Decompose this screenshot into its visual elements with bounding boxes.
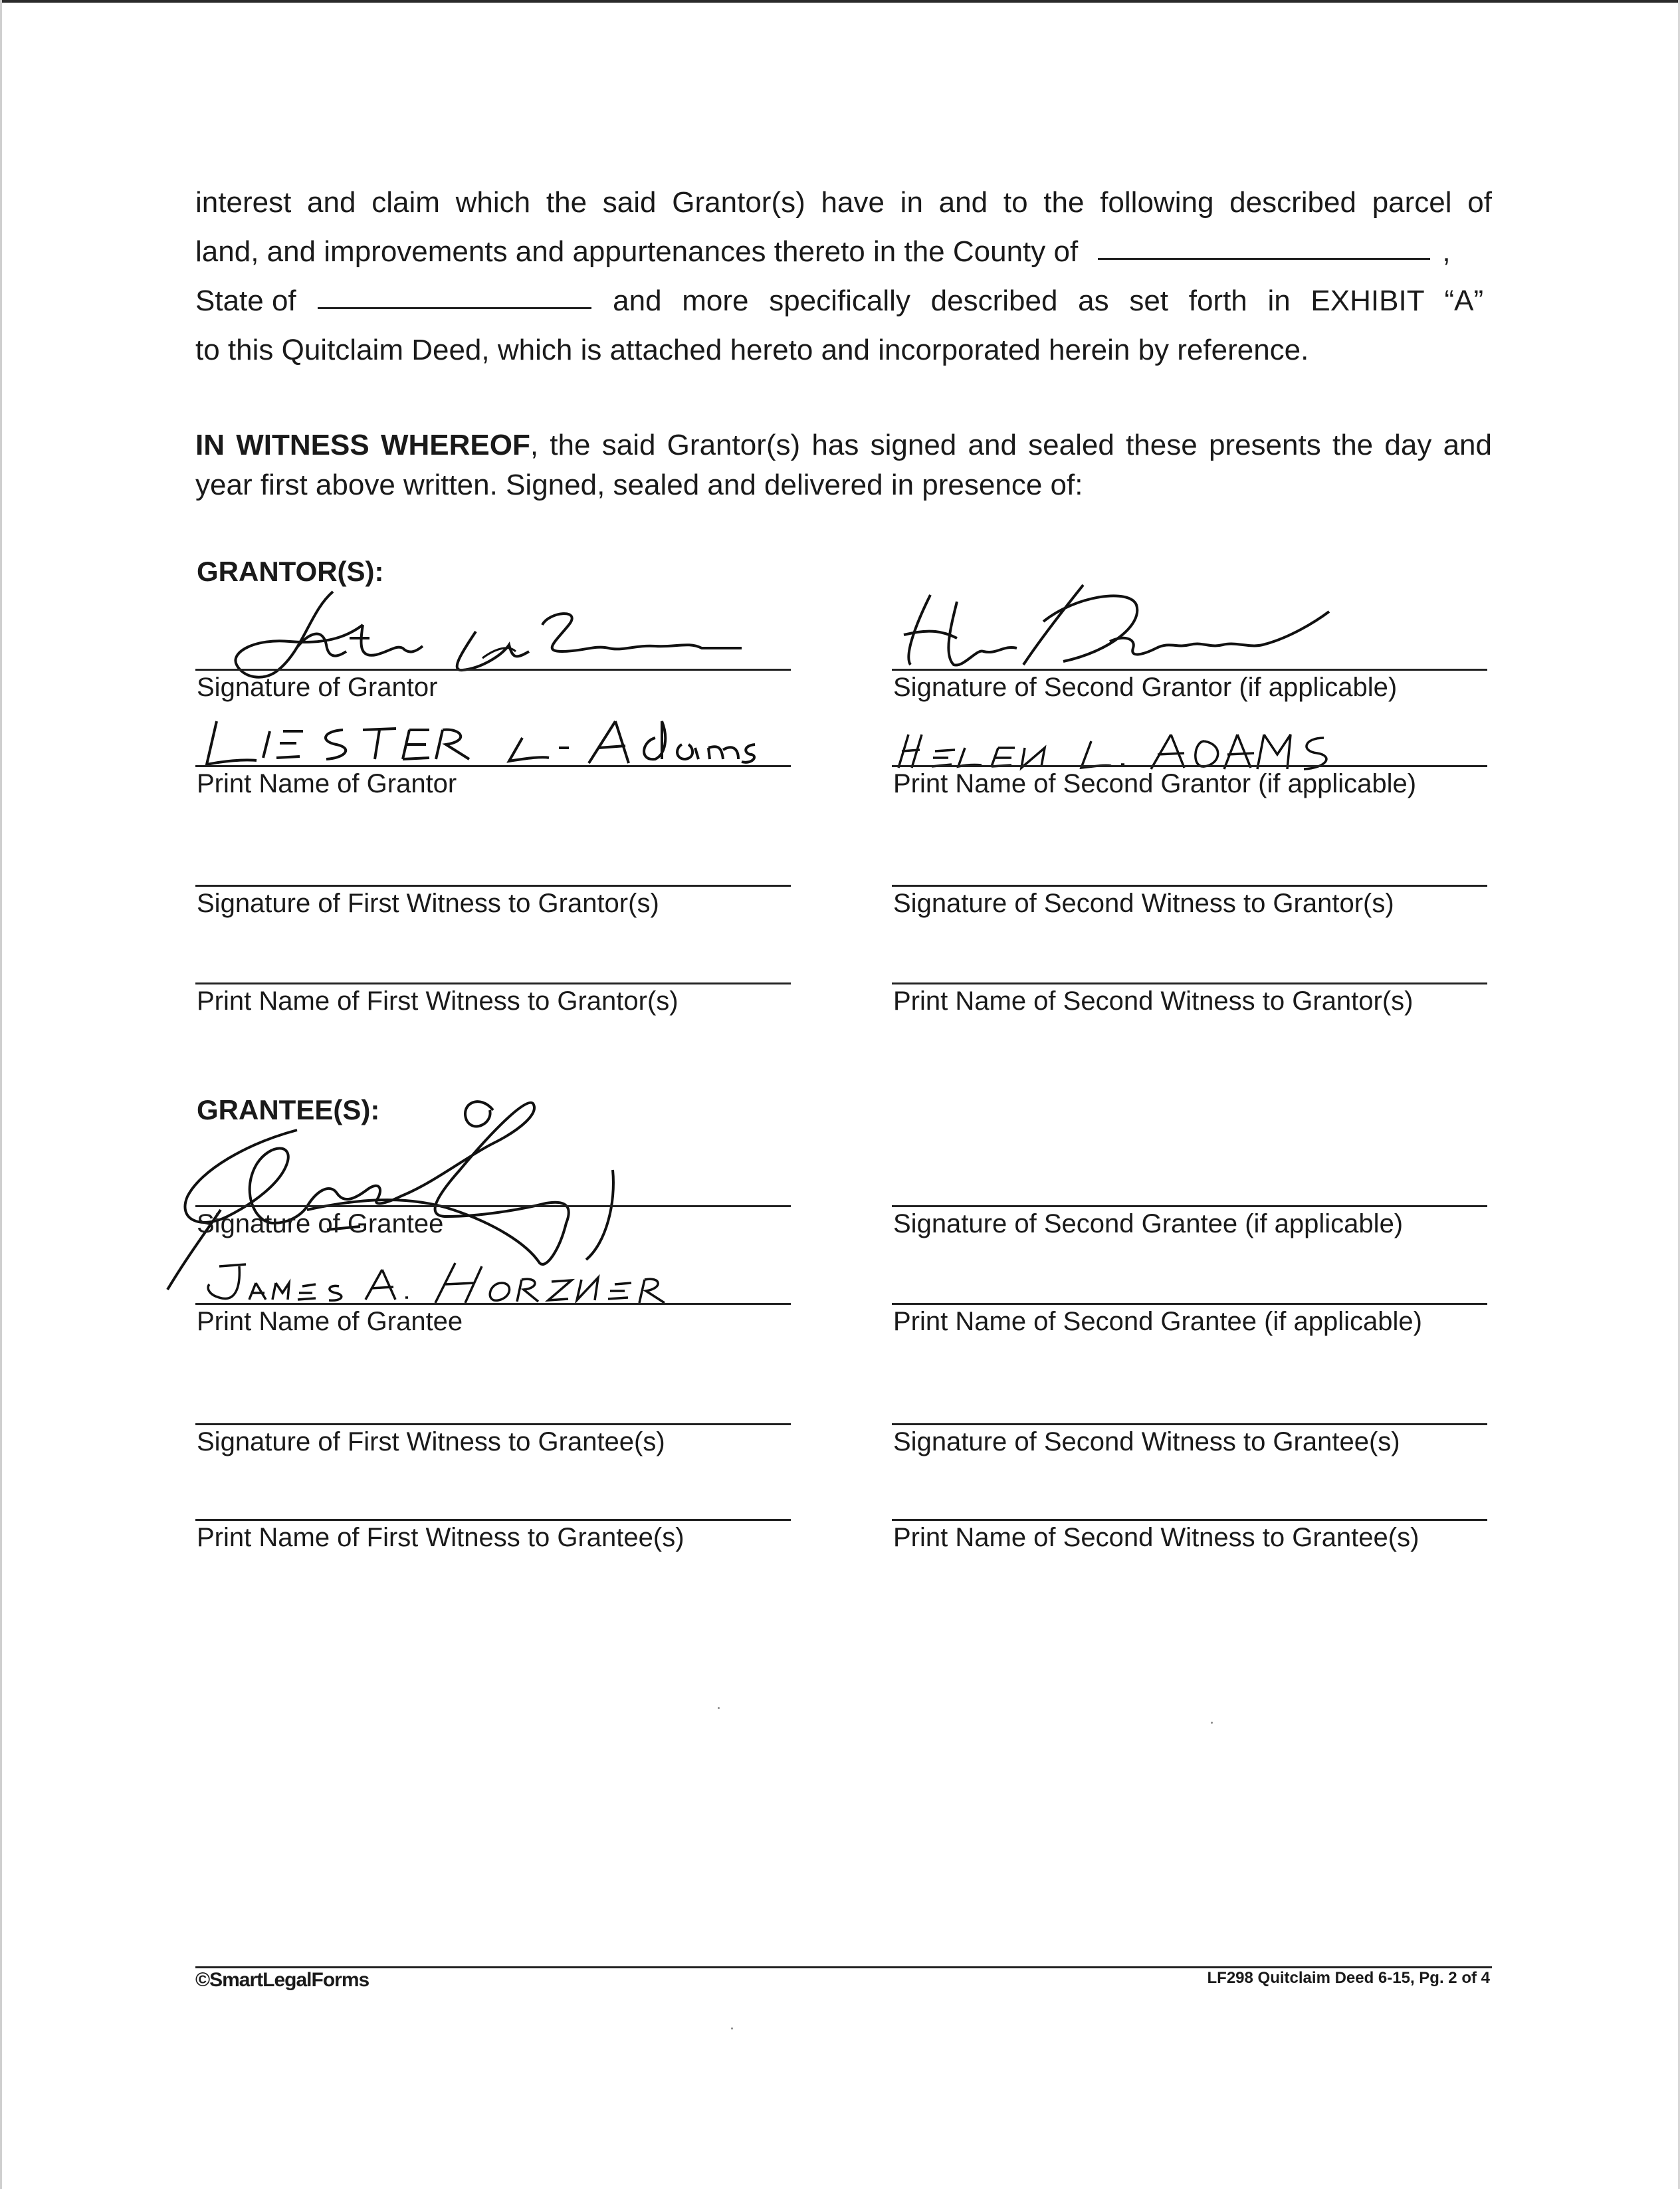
scan-speck bbox=[1211, 1722, 1213, 1724]
paragraph-line: interest and claim which the said Grantor(s) have in and to the following described parcel of bbox=[195, 186, 1492, 219]
paragraph-line bbox=[195, 227, 1492, 277]
paragraph-line: to this Quitclaim Deed, which is attached hereto and incorporated herein by reference. bbox=[195, 334, 1309, 366]
paragraph-line bbox=[195, 277, 1492, 326]
second-grantee-signature-line[interactable] bbox=[892, 1205, 1487, 1207]
grantee-second-witness-print-label: Print Name of Second Witness to Grantee(s) bbox=[893, 1523, 1419, 1552]
grantor-second-witness-signature-line[interactable] bbox=[892, 885, 1487, 887]
grantor-second-witness-print-line[interactable] bbox=[892, 982, 1487, 984]
grantor-signature-line[interactable] bbox=[195, 669, 791, 671]
grantee-first-witness-signature-line[interactable] bbox=[195, 1423, 791, 1425]
witness-bold-text: IN WITNESS WHEREOF bbox=[195, 429, 530, 461]
grantee-first-witness-print-label: Print Name of First Witness to Grantee(s) bbox=[197, 1523, 684, 1552]
grantor-print-name-label: Print Name of Grantor bbox=[197, 769, 457, 798]
second-grantor-print-name-label: Print Name of Second Grantor (if applicable) bbox=[893, 769, 1417, 798]
second-grantor-signature-label: Signature of Second Grantor (if applicable) bbox=[893, 673, 1398, 702]
footer-form-id: LF298 Quitclaim Deed 6-15, Pg. 2 of 4 bbox=[1207, 1969, 1490, 1987]
second-grantor-signature bbox=[891, 575, 1356, 675]
grantee-second-witness-signature-label: Signature of Second Witness to Grantee(s) bbox=[893, 1427, 1400, 1456]
grantee-signature-line[interactable] bbox=[195, 1205, 791, 1207]
second-grantor-print-name-line[interactable] bbox=[892, 765, 1487, 767]
grantor-second-witness-signature-label: Signature of Second Witness to Grantor(s) bbox=[893, 889, 1394, 918]
grantor-first-witness-signature-line[interactable] bbox=[195, 885, 791, 887]
second-grantee-print-name-label: Print Name of Second Grantee (if applicable) bbox=[893, 1307, 1422, 1336]
grantor-print-name-line[interactable] bbox=[195, 765, 791, 767]
paragraph-line: year first above written. Signed, sealed and delivered in presence of: bbox=[195, 469, 1083, 501]
paragraph-text: land, and improvements and appurtenances thereto in the County of bbox=[195, 235, 1079, 268]
second-grantor-signature-line[interactable] bbox=[892, 669, 1487, 671]
in-witness-paragraph bbox=[195, 425, 1492, 505]
grantee-second-witness-signature-line[interactable] bbox=[892, 1423, 1487, 1425]
paragraph-text: and more specifically described as set forth in EXHIBIT “A” bbox=[613, 285, 1484, 317]
county-blank[interactable] bbox=[1098, 258, 1430, 260]
grantee-first-witness-signature-label: Signature of First Witness to Grantee(s) bbox=[197, 1427, 665, 1456]
grantor-heading: GRANTOR(S): bbox=[197, 556, 384, 587]
grantor-print-name-handwritten bbox=[197, 718, 755, 771]
second-grantor-print-name-handwritten bbox=[892, 728, 1344, 774]
second-grantee-signature-label: Signature of Second Grantee (if applicable) bbox=[893, 1209, 1404, 1238]
footer-copyright: ©SmartLegalForms bbox=[195, 1969, 369, 1991]
grantor-second-witness-print-label: Print Name of Second Witness to Grantor(s) bbox=[893, 986, 1414, 1016]
grantor-first-witness-print-line[interactable] bbox=[195, 982, 791, 984]
grantee-second-witness-print-line[interactable] bbox=[892, 1519, 1487, 1521]
footer-rule bbox=[195, 1966, 1492, 1968]
paragraph-text: State of bbox=[195, 285, 296, 317]
grantee-print-name-label: Print Name of Grantee bbox=[197, 1307, 463, 1336]
grantee-first-witness-print-line[interactable] bbox=[195, 1519, 791, 1521]
scan-speck bbox=[718, 1707, 720, 1709]
paragraph-text: , the said Grantor(s) has signed and sealed these presents the day and bbox=[530, 429, 1492, 461]
grantee-signature-label: Signature of Grantee bbox=[197, 1209, 444, 1238]
paragraph-text: , bbox=[1442, 235, 1451, 268]
state-blank[interactable] bbox=[318, 307, 591, 309]
grantee-print-name-line[interactable] bbox=[195, 1303, 791, 1305]
scan-speck bbox=[731, 2027, 733, 2029]
second-grantee-print-name-line[interactable] bbox=[892, 1303, 1487, 1305]
property-description-paragraph bbox=[195, 178, 1492, 375]
grantee-heading: GRANTEE(S): bbox=[197, 1094, 380, 1125]
grantor-first-witness-signature-label: Signature of First Witness to Grantor(s) bbox=[197, 889, 659, 918]
grantor-first-witness-print-label: Print Name of First Witness to Grantor(s) bbox=[197, 986, 679, 1016]
paragraph-line bbox=[195, 425, 1492, 465]
scan-edge bbox=[0, 0, 2, 2189]
grantor-signature-label: Signature of Grantor bbox=[197, 673, 438, 702]
grantee-print-name-handwritten bbox=[199, 1256, 665, 1306]
scan-edge bbox=[0, 0, 1680, 3]
